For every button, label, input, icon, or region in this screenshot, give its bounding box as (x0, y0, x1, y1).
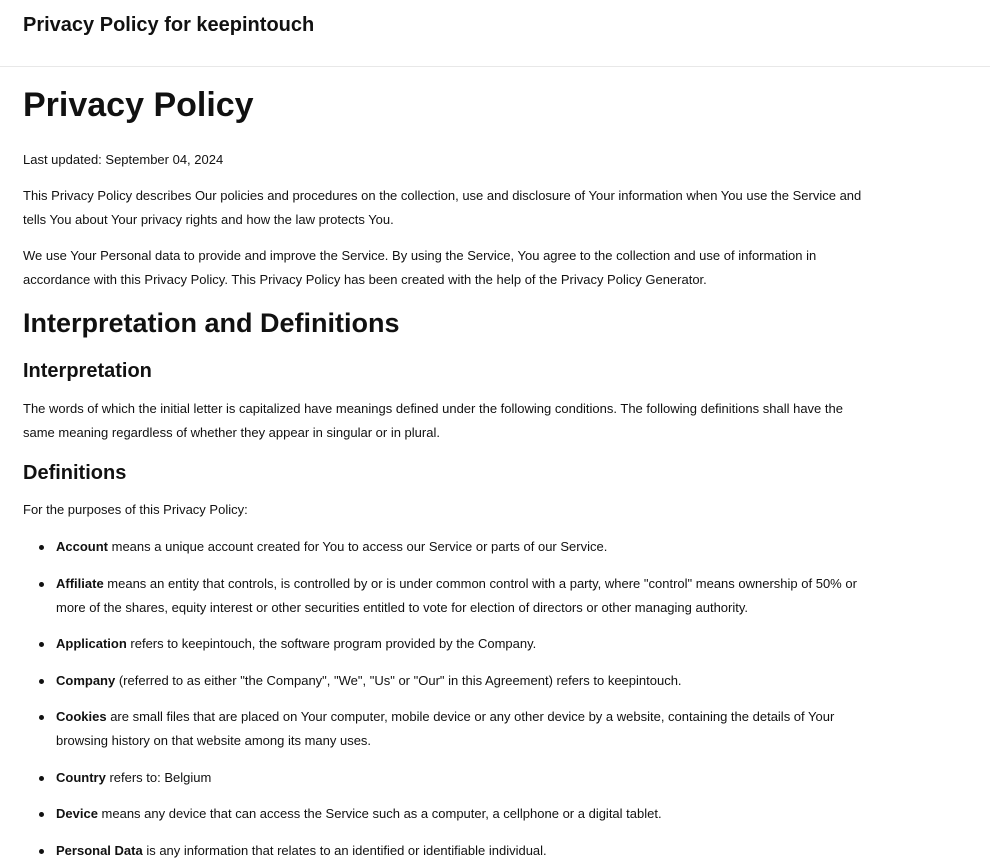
policy-content (0, 85, 873, 863)
site-title: Privacy Policy for keepintouch (23, 14, 315, 36)
definition-term: Affiliate (56, 575, 104, 591)
page-title: Privacy Policy (23, 86, 254, 124)
definition-item (39, 802, 873, 826)
last-updated: Last updated: September 04, 2024 (23, 152, 224, 167)
definition-item (39, 535, 873, 559)
definition-text: refers to keepintouch, the software program provided by the Company. (126, 636, 537, 651)
interpretation-paragraph: The words of which the initial letter is capitalized have meanings defined under the following conditions. The following definitions shall have the same meaning regardless of whether they appear in singular or in plural. (23, 401, 843, 440)
definition-term: Account (56, 539, 108, 554)
definition-text: is any information that relates to an identified or identifiable individual. (142, 842, 547, 858)
definition-text: means an entity that controls, is controlled by or is under common control with a party, where "control" means ownership of 50% or more of the shares, equity interest or other securities entitled to vote for election of directors or other managing authority. (56, 575, 857, 615)
definition-item (39, 572, 873, 620)
subsection-heading-interpretation: Interpretation (23, 360, 152, 382)
definition-text: refers to: Belgium (105, 769, 212, 785)
definition-term: Company (56, 672, 116, 688)
bullet-icon (39, 812, 44, 817)
definition-item (39, 632, 873, 656)
bullet-icon (39, 715, 44, 720)
intro-paragraph-1: This Privacy Policy describes Our policies and procedures on the collection, use and disclosure of Your information when You use the Service and tells You about Your privacy rights and how the law protects You. (23, 188, 862, 227)
definition-term: Cookies (56, 709, 107, 724)
definition-item (39, 839, 873, 863)
definition-item (39, 669, 873, 693)
subsection-heading-definitions: Definitions (23, 462, 127, 484)
definition-term: Personal Data (56, 842, 143, 858)
bullet-icon (39, 642, 44, 647)
definition-term: Device (56, 806, 98, 821)
bullet-icon (39, 545, 44, 550)
definition-term: Application (56, 636, 127, 651)
definition-item (39, 766, 873, 790)
definitions-intro: For the purposes of this Privacy Policy: (23, 502, 248, 517)
bullet-icon (39, 776, 44, 781)
definitions-list (23, 535, 873, 863)
bullet-icon (39, 849, 44, 854)
bullet-icon (39, 679, 44, 684)
definition-text: means any device that can access the Service such as a computer, a cellphone or a digital tablet. (97, 806, 662, 821)
definition-text: are small files that are placed on Your computer, mobile device or any other device by a website, containing the details of Your browsing history on that website among its many uses. (56, 709, 835, 748)
definition-text: (referred to as either "the Company", "We", "Us" or "Our" in this Agreement) refers to keepintouch. (115, 672, 682, 688)
site-header (0, 0, 990, 67)
bullet-icon (39, 582, 44, 587)
definition-term: Country (56, 769, 106, 785)
definition-text: means a unique account created for You to access our Service or parts of our Service. (108, 539, 608, 554)
section-heading-interpretation-definitions: Interpretation and Definitions (23, 308, 400, 338)
definition-item (39, 705, 873, 753)
intro-paragraph-2: We use Your Personal data to provide and improve the Service. By using the Service, You agree to the collection and use of information in accordance with this Privacy Policy. This Privacy Policy has been created with the help of the Privacy Policy Generator. (23, 248, 817, 287)
